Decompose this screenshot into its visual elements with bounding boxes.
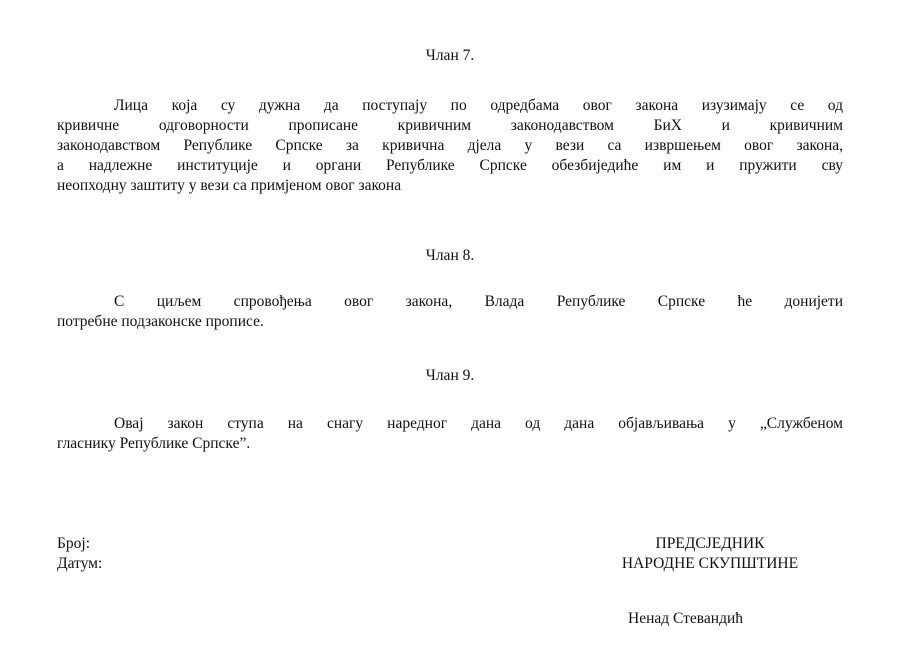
article-8-heading: Члан 8. bbox=[425, 247, 475, 264]
article-9-line-1: Овај закон ступа на снагу наредног дана од дана објављивања у „Службеном bbox=[114, 415, 843, 432]
article-7-line-5: неопходну заштиту у вези са примјеном овог закона bbox=[57, 177, 402, 194]
article-9-heading: Члан 9. bbox=[425, 367, 475, 384]
article-7-heading: Члан 7. bbox=[425, 47, 475, 64]
article-9-line-2: гласнику Републике Српске”. bbox=[57, 435, 251, 452]
date-label: Датум: bbox=[57, 555, 103, 572]
article-7-line-2: кривичне одговорности прописане кривичним законодавством БиХ и кривичним bbox=[57, 117, 843, 134]
article-9-text bbox=[57, 414, 843, 454]
article-8-line-2: потребне подзаконске прописе. bbox=[57, 313, 264, 330]
article-7-line-1: Лица која су дужна да поступају по одредбама овог закона изузимају се од bbox=[114, 97, 843, 114]
number-date-block bbox=[57, 534, 102, 574]
article-8-text bbox=[57, 292, 843, 332]
signatory-title-block bbox=[580, 534, 840, 574]
signatory-title-line-1: ПРЕДСЈЕДНИК bbox=[655, 535, 765, 552]
article-7-line-4: а надлежне институције и органи Републике Српске обезбиједиће им и пружити сву bbox=[57, 157, 843, 174]
signatory-title-line-2: НАРОДНЕ СКУПШТИНЕ bbox=[621, 555, 799, 572]
number-label: Број: bbox=[57, 535, 91, 552]
article-7-text bbox=[57, 96, 843, 196]
article-7-line-3: законодавством Републике Српске за кривична дјела у вези са извршењем овог закона, bbox=[57, 137, 843, 154]
signatory-name: Ненад Стевандић bbox=[628, 610, 744, 627]
article-8-line-1: С циљем спровођења овог закона, Влада Републике Српске ће донијети bbox=[114, 293, 843, 310]
